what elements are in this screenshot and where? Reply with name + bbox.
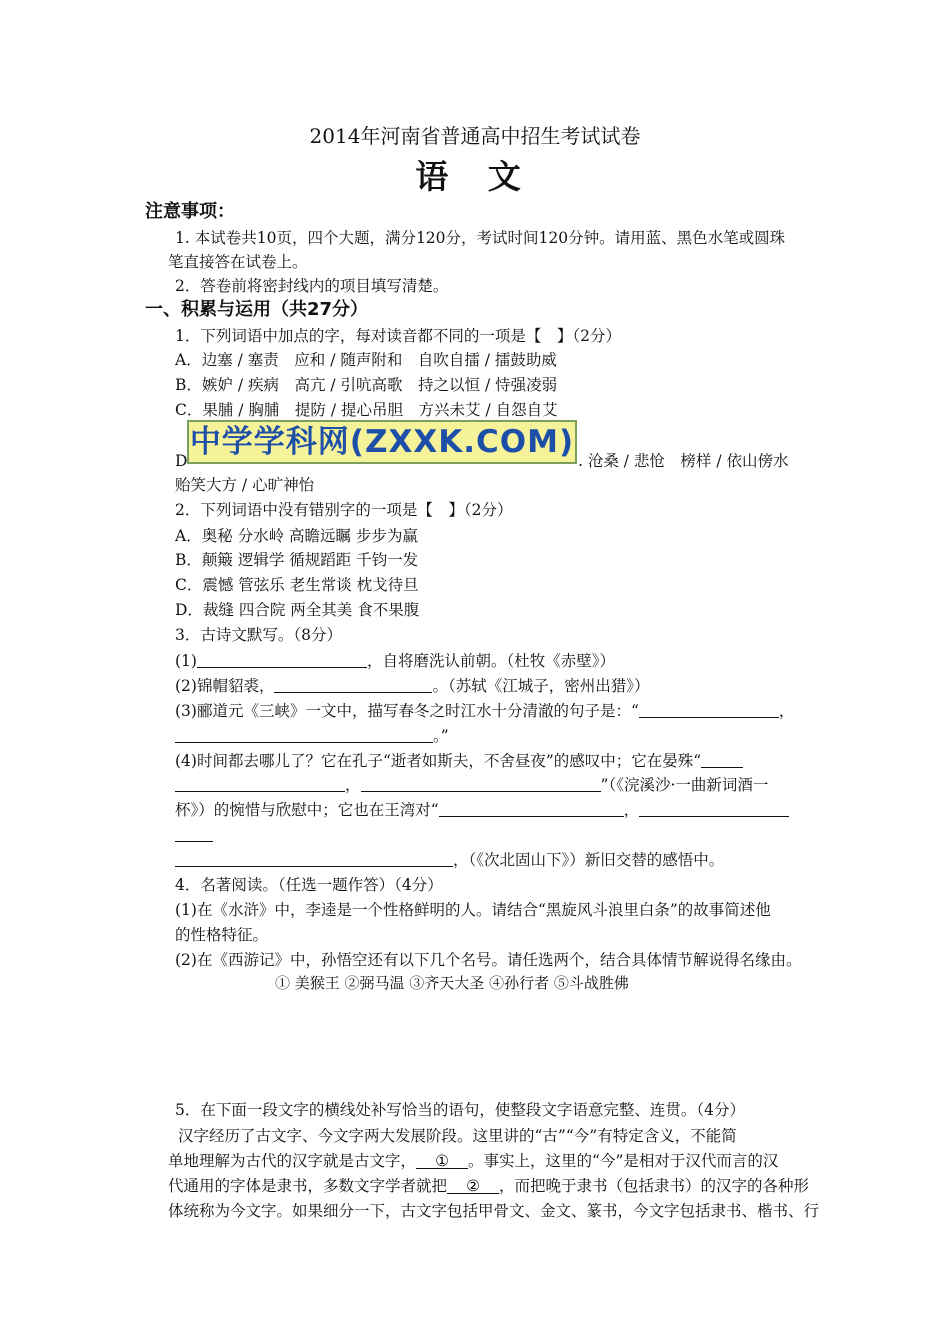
q3-part-1-prefix: (1)	[175, 652, 197, 670]
q3-part-4-line3-prefix: 杯》）的惋惜与欣慰中；它也在王湾对“	[175, 801, 439, 819]
q3-part-4-line3-sep: ，	[623, 801, 640, 819]
q3-part-2-suffix: 。（苏轼《江城子，密州出猎》）	[432, 677, 650, 695]
q3-blank-4d[interactable]	[439, 802, 624, 817]
notice-item-1-cont: 笔直接答在试卷上。	[168, 253, 308, 271]
q1-option-d-cont: 贻笑大方 / 心旷神怡	[175, 476, 315, 494]
q3-part-2-prefix: (2)锦帽貂裘，	[175, 677, 275, 695]
q5-stem: 5．在下面一段文字的横线处补写恰当的语句，使整段文字语意完整、连贯。（4分）	[175, 1101, 745, 1119]
q4-name-list: ① 美猴王 ②弼马温 ③齐天大圣 ④孙行者 ⑤斗战胜佛	[275, 974, 629, 992]
q3-stem: 3．古诗文默写。（8分）	[175, 626, 342, 644]
q3-part-4-line3	[175, 800, 789, 820]
q3-part-4-source: ”（《浣溪沙·一曲新词酒一	[600, 776, 769, 794]
q1-option-a: A．边塞 / 塞责 应和 / 随声附和 自吹自擂 / 擂鼓助威	[175, 351, 557, 369]
notice-heading: 注意事项：	[145, 201, 235, 222]
q5-blank-2[interactable]: ②	[447, 1176, 499, 1194]
q3-part-3-sep: ，	[778, 702, 795, 720]
q3-blank-2[interactable]	[274, 678, 432, 693]
q3-part-1	[175, 651, 615, 671]
watermark-logo: 中学学科网(ZXXK.COM)	[187, 420, 577, 464]
q3-blank-1[interactable]	[197, 653, 367, 668]
q1-option-d-prefix: D	[175, 452, 188, 470]
q1-stem: 1．下列词语中加点的字，每对读音都不同的一项是【 】（2分）	[175, 327, 621, 345]
q3-part-3-end: 。”	[433, 727, 449, 745]
q3-part-4-sep: ，	[345, 776, 361, 794]
q1-option-c: C．果脯 / 胸脯 提防 / 提心吊胆 方兴未艾 / 自怨自艾	[175, 401, 558, 419]
q3-part-3-prefix: (3)郦道元《三峡》一文中，描写春冬之时江水十分清澈的句子是：“	[175, 702, 639, 720]
q2-stem: 2．下列词语中没有错别字的一项是【 】（2分）	[175, 501, 513, 519]
notice-item-1: 1. 本试卷共10页，四个大题，满分120分，考试时间120分钟。请用蓝、黑色水笔或圆珠	[175, 229, 786, 247]
q3-part-4-line1: (4)时间都去哪儿了？它在孔子“逝者如斯夫，不舍昼夜”的感叹中；它在晏殊“	[175, 752, 702, 770]
q5-line-3-suffix: ，而把晚于隶书（包括隶书）的汉字的各种形	[499, 1177, 810, 1195]
q2-option-c: C．震憾 管弦乐 老生常谈 枕戈待旦	[175, 576, 419, 594]
q3-blank-4g[interactable]	[175, 852, 453, 867]
q4-part-1: (1)在《水浒》中，李逵是一个性格鲜明的人。请结合“黑旋风斗浪里白条”的故事简述他	[175, 901, 771, 919]
q3-part-1-suffix: ，自将磨洗认前朝。（杜牧《赤壁》）	[366, 652, 615, 670]
notice-item-2: 2．答卷前将密封线内的项目填写清楚。	[175, 277, 449, 295]
q3-blank-4a[interactable]	[701, 753, 743, 768]
q3-part-4-line2	[175, 775, 768, 795]
q5-line-3	[168, 1176, 809, 1196]
q3-part-4	[175, 751, 743, 771]
q2-option-a: A．奥秘 分水岭 高瞻远瞩 步步为赢	[175, 527, 418, 545]
q3-blank-4c[interactable]	[361, 777, 601, 792]
q4-part-1-cont: 的性格特征。	[175, 926, 269, 944]
section-1-heading: 一、积累与运用（共27分）	[145, 299, 369, 320]
q3-part-2	[175, 676, 649, 696]
q1-option-d: . 沧桑 / 悲怆 榜样 / 依山傍水	[578, 452, 789, 470]
q3-part-4-line5	[175, 850, 724, 870]
q3-blank-3b[interactable]	[175, 728, 433, 743]
q2-option-b: B．颠簸 逻辑学 循规蹈距 千钧一发	[175, 551, 419, 569]
q5-line-3-prefix: 代通用的字体是隶书，多数文字学者就把	[168, 1177, 448, 1195]
q5-line-2-prefix: 单地理解为古代的汉字就是古文字，	[168, 1152, 417, 1170]
subject-title: 语 文	[415, 157, 535, 196]
q3-blank-4b[interactable]	[175, 777, 345, 792]
q3-blank-4e[interactable]	[639, 802, 789, 817]
q5-blank-1[interactable]: ①	[416, 1151, 468, 1169]
q3-part-4-line5-end: ，（《次北固山下》）新旧交替的感悟中。	[453, 851, 725, 869]
q3-blank-4f[interactable]	[175, 827, 213, 842]
q5-line-1: 汉字经历了古文字、今文字两大发展阶段。这里讲的“古”“今”有特定含义，不能简	[178, 1127, 737, 1145]
q5-line-2-suffix: 。事实上，这里的“今”是相对于汉代而言的汉	[468, 1152, 779, 1170]
q1-option-b: B．嫉妒 / 疾病 高亢 / 引吭高歌 持之以恒 / 恃强凌弱	[175, 376, 558, 394]
q5-line-4: 体统称为今文字。如果细分一下，古文字包括甲骨文、金文、篆书，今文字包括隶书、楷书、行	[168, 1202, 820, 1220]
q3-blank-3a[interactable]	[639, 703, 779, 718]
q4-part-2: (2)在《西游记》中，孙悟空还有以下几个名号。请任选两个，结合具体情节解说得名缘由。	[175, 951, 802, 969]
q2-option-d: D．裁缝 四合院 两全其美 食不果腹	[175, 601, 420, 619]
q5-line-2	[168, 1151, 778, 1171]
exam-title: 2014年河南省普通高中招生考试试卷	[309, 124, 641, 148]
q3-part-3-cont	[175, 726, 449, 746]
q3-part-3	[175, 701, 794, 721]
q4-stem: 4．名著阅读。（任选一题作答）（4分）	[175, 876, 443, 894]
q3-part-4-line4	[175, 825, 213, 845]
